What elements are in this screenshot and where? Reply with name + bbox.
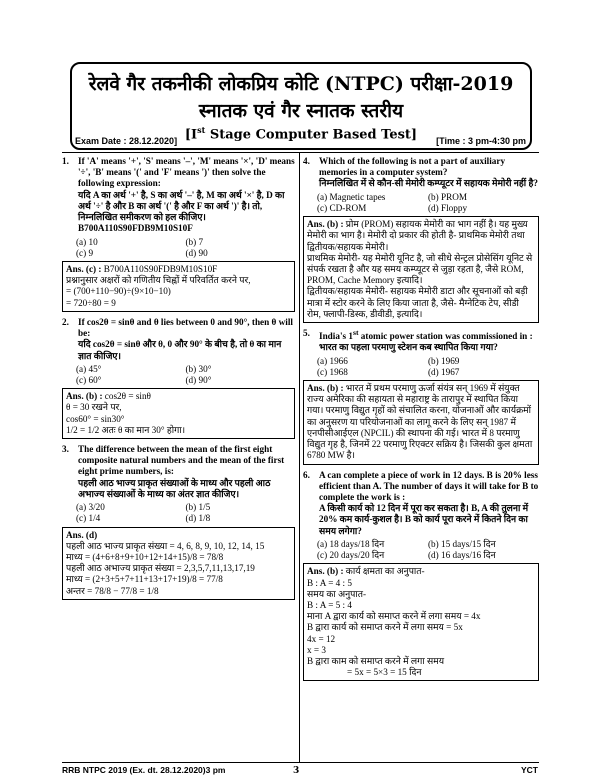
question-text-en: India's 1st atomic power station was commissioned in : (319, 328, 533, 342)
answer-label: Ans. (b) : (307, 566, 344, 577)
question-4 (303, 156, 539, 190)
question-text-hi: निम्नलिखित में से कौन-सी मेमोरी कम्प्यूटर में सहायक मेमोरी नहीं है? (319, 178, 538, 189)
question-number: 6. (303, 469, 310, 480)
question-number: 5. (303, 328, 310, 339)
answer-box (303, 380, 539, 465)
answer-line: कार्य क्षमता का अनुपात- (345, 566, 425, 577)
answer-line: माध्य = (2+3+5+7+11+13+17+19)/8 = 77/8 (66, 574, 223, 585)
answer-line: 4x = 12 (307, 633, 336, 644)
answer-line: B : A = 4 : 5 (307, 577, 353, 588)
option-c: (c) 20 days/20 दिन (317, 550, 385, 561)
option-c: (c) 1968 (317, 366, 348, 377)
answer-label: Ans. (d) (66, 529, 98, 540)
answer-line: माना A द्वारा कार्य को समाप्त करने में लगा समय = 4x (307, 611, 481, 622)
question-number: 3. (62, 444, 69, 455)
bottom-rule (62, 762, 539, 763)
answer-line: B : A = 5 : 4 (307, 599, 353, 610)
answer-line: = 720÷80 = 9 (66, 297, 116, 308)
option-a: (a) Magnetic tapes (317, 191, 386, 202)
answer-line: B700A110S90FDB9M10S10F (103, 263, 218, 274)
publisher-mark: YCT (521, 765, 538, 775)
answer-line: = (700+110−90)÷(9×10−10) (66, 286, 171, 297)
option-d: (d) 90° (185, 374, 212, 385)
answer-box (303, 216, 539, 323)
answer-label: Ans. (b) : (307, 383, 344, 393)
answer-line: B द्वारा काम को समाप्त करने में लगा समय (307, 656, 445, 667)
answer-line: समय का अनुपात- (307, 588, 367, 599)
page-number: 3 (293, 766, 300, 776)
answer-line: x = 3 (307, 644, 326, 655)
question-number: 4. (303, 156, 310, 166)
question-number: 2. (62, 316, 69, 327)
column-divider (299, 152, 300, 762)
question-text-hi: पहली आठ भाज्य प्राकृत संख्याओं के माध्य और पहली आठ अभाज्य संख्याओं के माध्य का अंतर ज्ञात कीजिए। (78, 477, 271, 499)
options (62, 237, 295, 259)
options (303, 539, 539, 561)
question-text-en: The difference between the mean of the first eight composite natural numbers and the mean of the first eight prime numbers, is: (78, 444, 285, 477)
option-b: (b) 1969 (428, 355, 460, 366)
exam-date: Exam Date : 28.12.2020] (75, 136, 178, 146)
answer-label: Ans. (b) : (66, 391, 103, 402)
answer-line: cos2θ = sinθ (104, 391, 151, 402)
question-1 (62, 156, 295, 235)
question-text-hi: भारत का पहला परमाणु स्टेशन कब स्थापित किया गया? (319, 342, 498, 353)
options (62, 364, 295, 386)
answer-line: द्वितीयक/सहायक मेमोरी- सहायक मेमोरी डाटा और सूचनाओं को बड़ी मात्रा में स्टोर करने के लिए किया जाता है, जैसे- मैग्नेटिक टेप, सीडी रोम, फ्लापी-डिस्क, डीवीडी, इत्यादि। (307, 286, 528, 319)
question-text-hi: A किसी कार्य को 12 दिन में पूरा कर सकता है। B, A की तुलना में 20% कम कार्य-कुशल है। B को कार्य पूरा करने में कितने दिन का समय लगेगा? (319, 503, 529, 536)
answer-line: अन्तर = 78/8 − 77/8 = 1/8 (66, 585, 159, 596)
answer-line: पहली आठ अभाज्य प्राकृत संख्या = 2,3,5,7,11,13,17,19 (66, 563, 255, 574)
answer-label: Ans. (b) : (307, 219, 344, 230)
top-rule (62, 152, 539, 153)
header-box (70, 62, 532, 150)
option-b: (b) 30° (185, 363, 212, 374)
answer-text: भारत में प्रथम परमाणु ऊर्जा संयंत्र सन् 1969 में संयुक्त राज्य अमेरिका की सहायता से महाराष्ट्र के तारापुर में स्थापित किया गया। परमाणु विद्युत गृहों को संचालित करना, योजनाओं और कार्यक्रमों का अनुसरण या परियोजनाओं का लागू करने के लिए सन् 1987 में एनपीसीआईएल (NPCIL) की स्थापना की गई। भारत में 8 परमाणु विद्युत गृह है, जिनमें 22 परमाणु रिएक्टर सक्रिय है। जिसकी कुल क्षमता 6780 MW है। (307, 383, 533, 461)
answer-box (303, 563, 539, 681)
answer-label: Ans. (c) : (66, 263, 102, 274)
option-d: (d) 16 days/16 दिन (428, 550, 496, 561)
question-text-en: If cos2θ = sinθ and θ lies between 0 and 90°, then θ will be: (78, 316, 293, 339)
right-column (303, 156, 539, 686)
question-text-hi: यदि cos2θ = sinθ और θ, 0 और 90° के बीच है, तो θ का मान ज्ञात कीजिए। (78, 339, 282, 361)
option-b: (b) PROM (428, 191, 468, 202)
option-d: (d) Floppy (428, 202, 468, 213)
options (303, 356, 539, 378)
option-d: (d) 90 (185, 247, 208, 258)
option-c: (c) 60° (76, 374, 102, 385)
option-b: (b) 15 days/15 दिन (428, 538, 496, 549)
answer-line: पहली आठ भाज्य प्राकृत संख्या = 4, 6, 8, 9, 10, 12, 14, 15 (66, 540, 265, 551)
exam-time: [Time : 3 pm-4:30 pm (436, 136, 526, 146)
answer-line: प्राथमिक मेमोरी- यह मेमोरी यूनिट है, जो सीधे सेन्ट्रल प्रोसेसिंग यूनिट से संपर्क रखता है और यह समय कम्प्यूटर से जुड़ा रहता है, जैसे ROM, PROM, Cache Memory इत्यादि। (307, 252, 533, 286)
answer-line: cos60° = sin30° (66, 413, 125, 424)
answer-line: = 5x = 5×3 = 15 दिन (347, 667, 422, 678)
answer-line: माध्य = (4+6+8+9+10+12+14+15)/8 = 78/8 (66, 552, 224, 562)
answer-box (62, 388, 295, 439)
question-expression: B700A110S90FDB9M10S10F (78, 223, 193, 234)
exam-subtitle: स्नातक एवं गैर स्नातक स्तरीय (198, 100, 404, 122)
stage-label: [Ist Stage Computer Based Test] (184, 125, 418, 143)
answer-line: 1/2 = 1/2 अतः θ का मान 30° होगा। (66, 424, 186, 435)
option-d: (d) 1/8 (185, 513, 211, 524)
answer-line: प्रोम (PROM) सहायक मेमोरी का भाग नहीं है। यह मुख्य मेमोरी का भाग है। मेमोरी दो प्रकार की होती है- प्राथमिक मेमोरी तथा द्वितीयक/सहायक मेमोरी। (307, 219, 528, 252)
options (62, 502, 295, 524)
answer-line: प्रश्नानुसार अक्षरों को गणितीय चिह्नों में परिवर्तित करने पर, (66, 275, 251, 286)
option-c: (c) 9 (76, 247, 94, 258)
option-a: (a) 1966 (317, 355, 348, 366)
option-a: (a) 45° (76, 363, 102, 374)
option-a: (a) 18 days/18 दिन (317, 538, 385, 549)
question-text-en: If 'A' means '+', 'S' means '–', 'M' means '×', 'D' means '÷', 'B' means '(' and 'F' means ')' then solve the following expression: (78, 156, 295, 189)
left-column (62, 156, 295, 605)
answer-line: θ = 30 रखने पर, (66, 402, 122, 413)
question-number: 1. (62, 156, 69, 166)
question-5 (303, 328, 539, 354)
option-a: (a) 10 (76, 236, 98, 247)
option-b: (b) 7 (185, 236, 204, 247)
option-d: (d) 1967 (428, 366, 460, 377)
question-text-en: Which of the following is not a part of auxiliary memories in a computer system? (319, 156, 506, 178)
answer-box (62, 261, 295, 312)
question-text-hi: यदि A का अर्थ '+' है, S का अर्थ '–' है, M का अर्थ '×' है, D का अर्थ '÷' है और B का अर्थ '(' है और F का अर्थ ')' है। तो, निम्नलिखित समीकरण को हल कीजिए। (78, 189, 285, 223)
option-c: (c) CD-ROM (317, 202, 367, 213)
question-2 (62, 317, 295, 362)
question-3 (62, 444, 295, 500)
answer-box (62, 527, 295, 600)
answer-line: B द्वारा कार्य को समाप्त करने में लगा समय = 5x (307, 622, 463, 633)
question-6 (303, 470, 539, 537)
footer-exam-ref: RRB NTPC 2019 (Ex. dt. 28.12.2020)3 pm (62, 765, 226, 775)
option-c: (c) 1/4 (76, 513, 101, 524)
question-text-en: A can complete a piece of work in 12 days. B is 20% less efficient than A. The number of days it will take for B to complete the work is : (319, 469, 539, 502)
options (303, 192, 539, 214)
option-b: (b) 1/5 (185, 502, 211, 513)
option-a: (a) 3/20 (76, 502, 105, 513)
exam-title: रेलवे गैर तकनीकी लोकप्रिय कोटि (NTPC) परीक्षा-2019 (88, 73, 514, 95)
